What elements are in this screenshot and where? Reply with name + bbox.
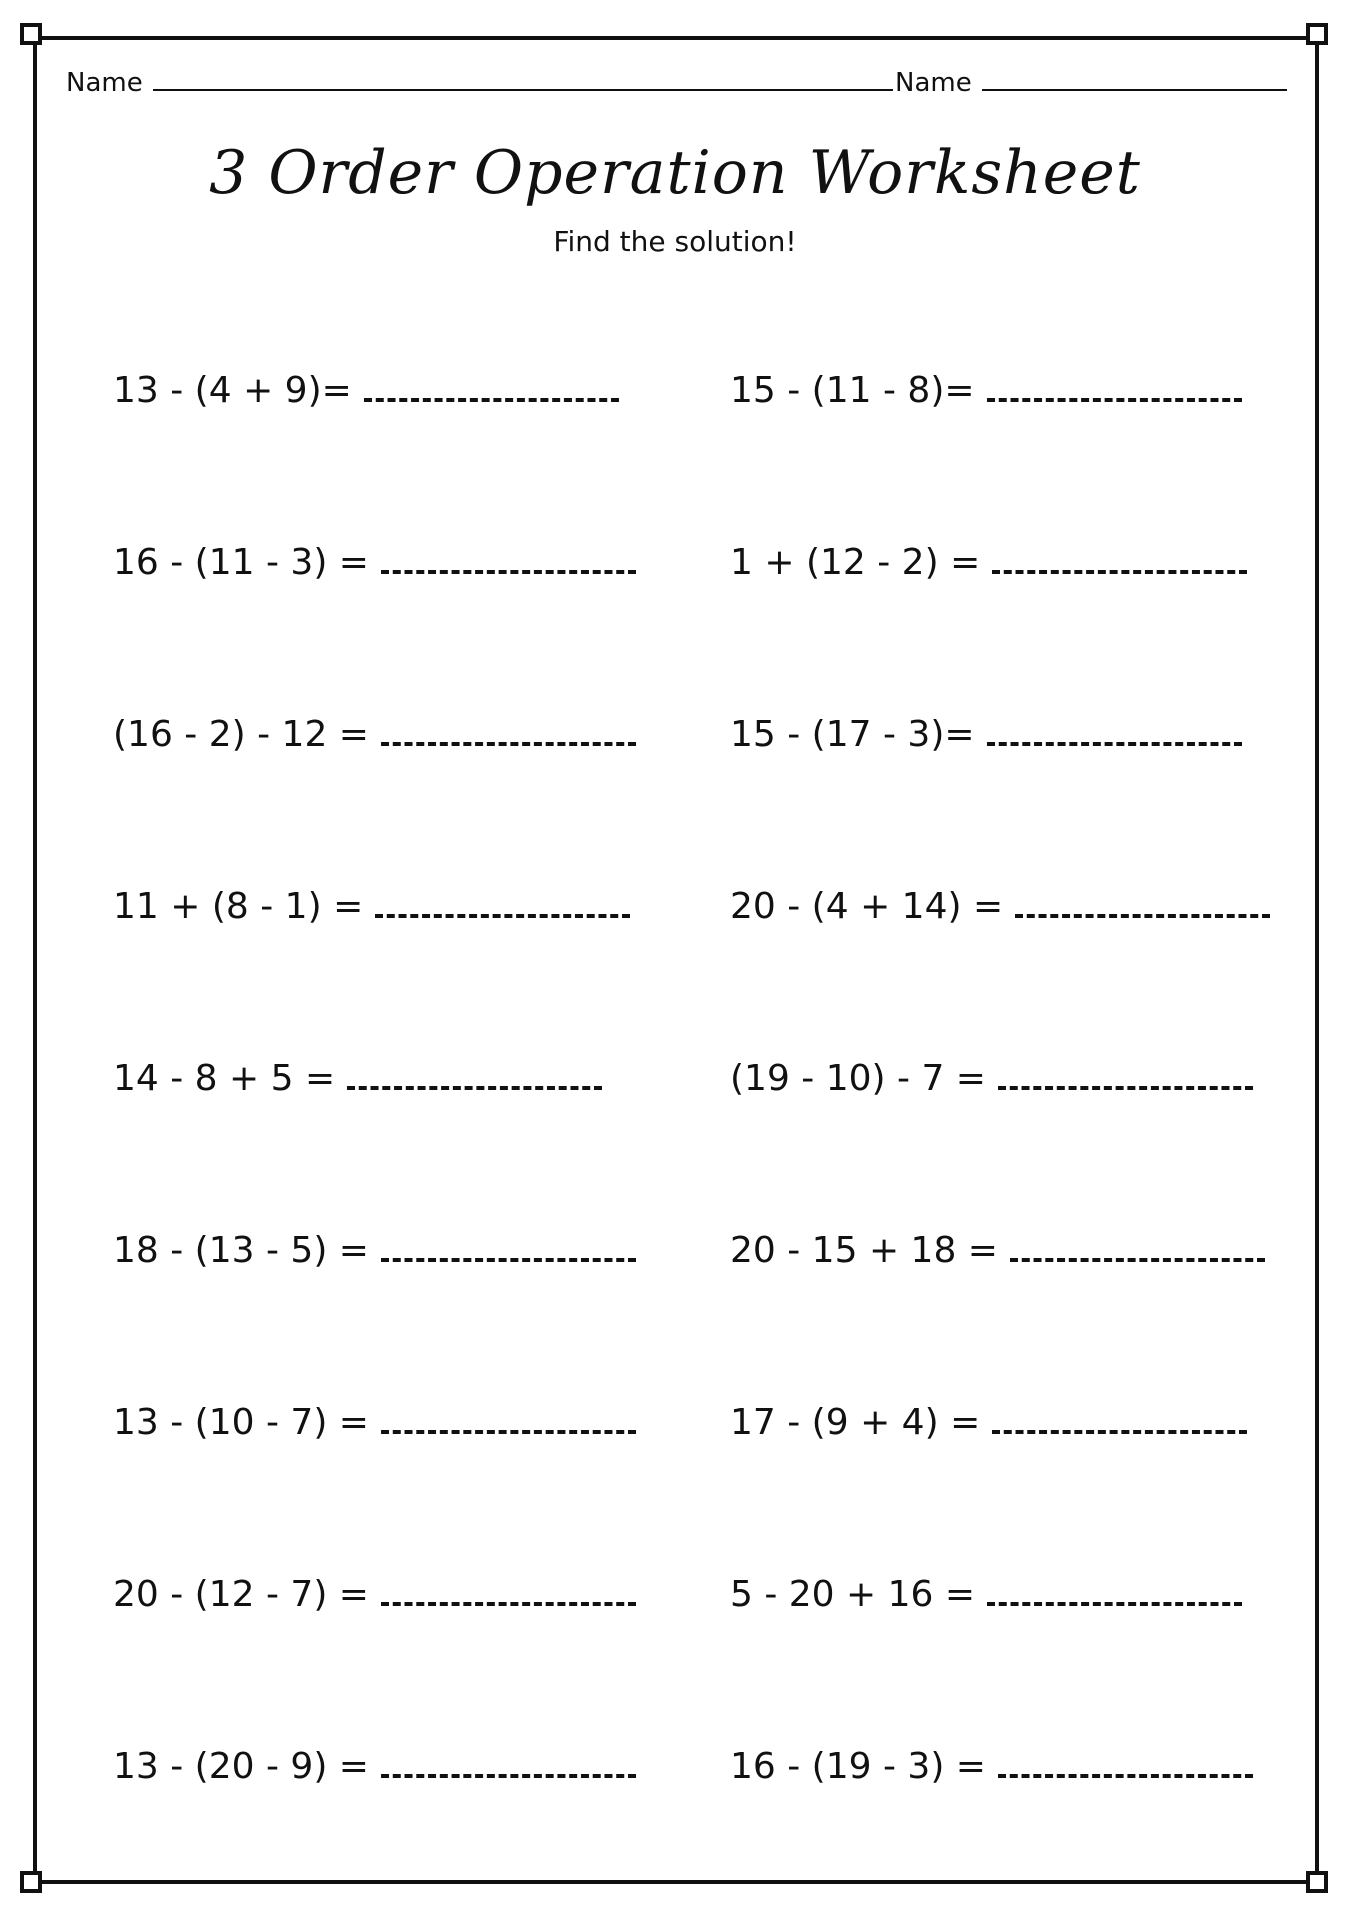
problem-right-7 xyxy=(730,1402,1247,1443)
problem-right-9 xyxy=(730,1746,1253,1787)
problem-text: 20 - (12 - 7) = xyxy=(113,1574,369,1615)
problem-text: 5 - 20 + 16 = xyxy=(730,1574,976,1615)
problem-left-8 xyxy=(113,1574,636,1615)
answer-blank[interactable] xyxy=(987,742,1242,746)
problem-right-1 xyxy=(730,370,1242,411)
answer-blank[interactable] xyxy=(998,1774,1253,1778)
problem-text: 14 - 8 + 5 = xyxy=(113,1058,336,1099)
corner-square-top-left xyxy=(20,23,42,45)
answer-blank[interactable] xyxy=(364,398,619,402)
problem-text: 20 - (4 + 14) = xyxy=(730,886,1004,927)
problem-text: 13 - (20 - 9) = xyxy=(113,1746,369,1787)
problem-text: 13 - (10 - 7) = xyxy=(113,1402,369,1443)
name-field-right[interactable] xyxy=(895,68,1287,98)
problem-text: 18 - (13 - 5) = xyxy=(113,1230,369,1271)
answer-blank[interactable] xyxy=(381,1774,636,1778)
answer-blank[interactable] xyxy=(381,742,636,746)
answer-blank[interactable] xyxy=(375,914,630,918)
problem-right-8 xyxy=(730,1574,1242,1615)
problem-text: 13 - (4 + 9)= xyxy=(113,370,352,411)
name-label-left: Name xyxy=(66,68,143,98)
name-line-left[interactable] xyxy=(153,89,893,91)
corner-square-top-right xyxy=(1306,23,1328,45)
answer-blank[interactable] xyxy=(381,1258,636,1262)
problem-right-5 xyxy=(730,1058,1253,1099)
corner-square-bottom-left xyxy=(20,1871,42,1893)
problem-left-4 xyxy=(113,886,630,927)
problem-left-5 xyxy=(113,1058,602,1099)
problem-text: 1 + (12 - 2) = xyxy=(730,542,981,583)
problem-right-3 xyxy=(730,714,1242,755)
problem-left-7 xyxy=(113,1402,636,1443)
answer-blank[interactable] xyxy=(1010,1258,1265,1262)
answer-blank[interactable] xyxy=(1015,914,1270,918)
name-field-left[interactable] xyxy=(66,68,893,98)
answer-blank[interactable] xyxy=(998,1086,1253,1090)
problem-left-2 xyxy=(113,542,636,583)
name-line-right[interactable] xyxy=(982,89,1287,91)
problem-text: 20 - 15 + 18 = xyxy=(730,1230,998,1271)
problem-left-1 xyxy=(113,370,619,411)
name-label-right: Name xyxy=(895,68,972,98)
problem-text: (19 - 10) - 7 = xyxy=(730,1058,986,1099)
answer-blank[interactable] xyxy=(987,1602,1242,1606)
answer-blank[interactable] xyxy=(992,570,1247,574)
problem-text: 17 - (9 + 4) = xyxy=(730,1402,981,1443)
answer-blank[interactable] xyxy=(347,1086,602,1090)
problem-left-3 xyxy=(113,714,636,755)
worksheet-subtitle: Find the solution! xyxy=(553,225,797,258)
problem-text: 15 - (11 - 8)= xyxy=(730,370,975,411)
problem-text: 15 - (17 - 3)= xyxy=(730,714,975,755)
problem-text: 11 + (8 - 1) = xyxy=(113,886,364,927)
problem-text: (16 - 2) - 12 = xyxy=(113,714,369,755)
problem-left-6 xyxy=(113,1230,636,1271)
problem-text: 16 - (19 - 3) = xyxy=(730,1746,986,1787)
corner-square-bottom-right xyxy=(1306,1871,1328,1893)
problem-text: 16 - (11 - 3) = xyxy=(113,542,369,583)
answer-blank[interactable] xyxy=(381,570,636,574)
answer-blank[interactable] xyxy=(987,398,1242,402)
answer-blank[interactable] xyxy=(381,1602,636,1606)
problem-right-2 xyxy=(730,542,1247,583)
worksheet-title: 3 Order Operation Worksheet xyxy=(209,138,1141,208)
answer-blank[interactable] xyxy=(992,1430,1247,1434)
problem-right-4 xyxy=(730,886,1270,927)
problem-right-6 xyxy=(730,1230,1265,1271)
problem-left-9 xyxy=(113,1746,636,1787)
answer-blank[interactable] xyxy=(381,1430,636,1434)
